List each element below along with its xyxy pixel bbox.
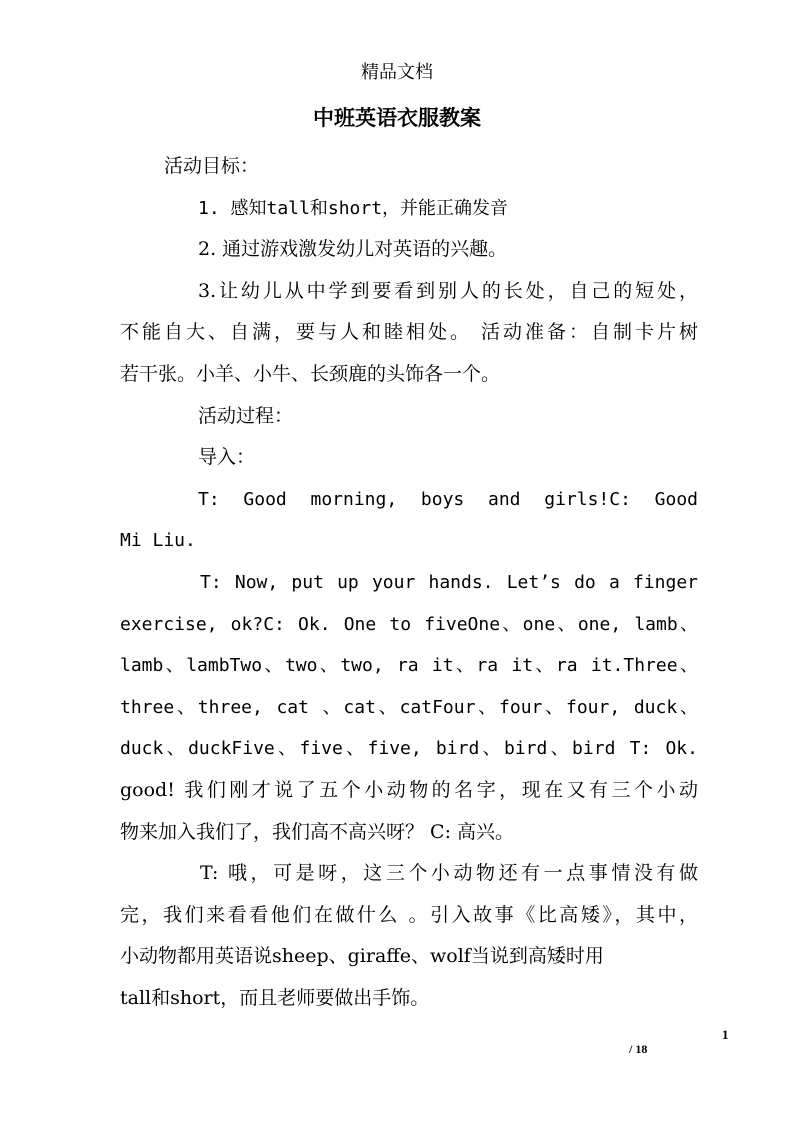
section-heading: 导入： xyxy=(198,446,256,469)
page-header: 精品文档 xyxy=(361,62,433,83)
section-heading: 活动过程： xyxy=(198,404,294,427)
paragraph-line: 小动物都用英语说sheep、giraffe、wolf当说到高矮时用 xyxy=(120,945,604,968)
page-total: / 18 xyxy=(629,1042,648,1056)
dialogue-line: T: 哦，可是呀，这三个小动物还有一点事情没有做 xyxy=(200,862,698,885)
document-title: 中班英语衣服教案 xyxy=(313,105,481,130)
dialogue-line: T: Now, put up your hands. Let’s do a finger xyxy=(200,571,698,593)
dialogue-line: good! 我们刚才说了五个小动物的名字，现在又有三个小动 xyxy=(120,778,698,801)
dialogue-line: lamb、lambTwo、two、two, ra it、ra it、ra it.Three、 xyxy=(120,655,698,677)
paragraph-line: 完，我们来看看他们在做什么 。引入故事《比高矮》，其中， xyxy=(120,903,698,926)
list-item: 2. 通过游戏激发幼儿对英语的兴趣。 xyxy=(198,238,508,261)
page-number: 1 xyxy=(722,1027,729,1042)
paragraph-line: 3.让幼儿从中学到要看到别人的长处，自己的短处， xyxy=(198,279,698,302)
paragraph-line: tall和short，而且老师要做出手饰。 xyxy=(120,986,430,1009)
dialogue-line: T: Good morning, boys and girls!C: Good xyxy=(198,488,698,510)
dialogue-line: exercise, ok?C: Ok. One to fiveOne、one、one, lamb、 xyxy=(120,613,698,635)
paragraph-line: 不能自大、自满，要与人和睦相处。 活动准备：自制卡片树 xyxy=(120,321,698,344)
document-body xyxy=(120,146,698,1019)
dialogue-line: three、three, cat 、cat、catFour、four、four, duck、 xyxy=(120,696,698,718)
dialogue-line: duck、duckFive、five、five, bird、bird、bird T: Ok. xyxy=(120,738,698,760)
section-heading: 活动目标： xyxy=(164,155,260,177)
dialogue-line: Mi Liu. xyxy=(120,530,196,552)
dialogue-line: 物来加入我们了，我们高不高兴呀？ C: 高兴。 xyxy=(120,820,515,843)
paragraph-line: 若干张。小羊、小牛、长颈鹿的头饰各一个。 xyxy=(120,362,501,385)
list-item: 1. 感知tall和short，并能正确发音 xyxy=(198,197,509,219)
